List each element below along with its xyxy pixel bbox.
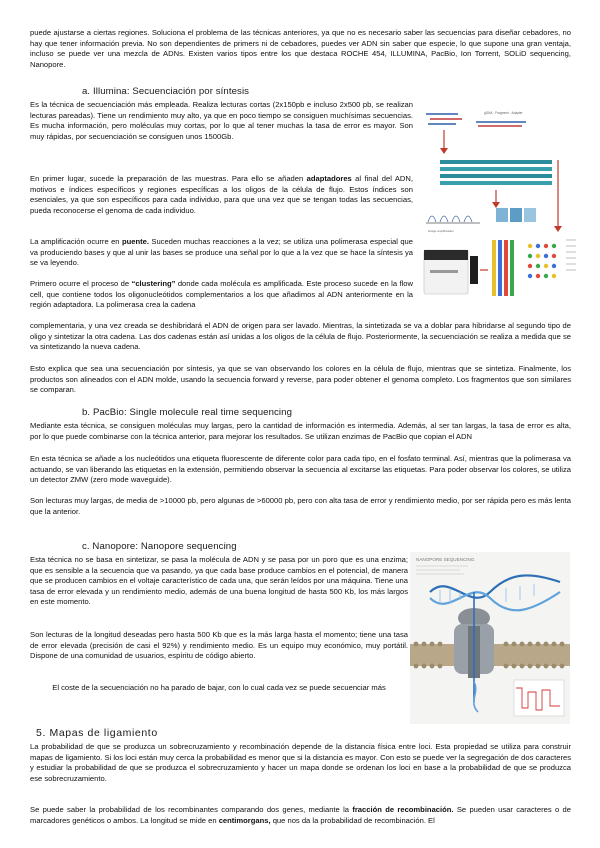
illumina-paragraph-4: Primero ocurre el proceso de “clustering” donde cada molécula es amplificada. Este proceso sucede en la flow cell, que contiene todos los oligonucleótidos complementarios a los que añadimos al ADN anteriormente en la región adaptadora. La polimerasa crea la cadena: [30, 279, 413, 310]
section-5-heading: 5. Mapas de ligamiento: [36, 727, 158, 739]
section-5-paragraph-1: La probabilidad de que se produzca un sobrecruzamiento y recombinación depende de la distancia física entre loci. Esta propiedad se utiliza para construir mapas de ligamiento. Si los loci están muy cerca la probabilidad es menor que si la distancia es mayor. Con esto se puede ver la segregación de dos caracteres y estudiar la probabilidad de que se produzca el sobrecruzamiento y hacer un mapa donde se ordenan los loci en base a la probabilidad de que se produzca ese sobrecruzamiento.: [30, 742, 571, 783]
nanopore-figure-title: NANOPORE SEQUENCING: [416, 557, 475, 562]
svg-text:bridge amplification: bridge amplification: [428, 229, 454, 233]
bold-term-puente: puente.: [121, 237, 149, 246]
section-5-paragraph-2: Se puede saber la probabilidad de los recombinantes comparando dos genes, mediante la fracción de recombinación. Se pueden usar caracteres o de marcadores genéticos o ambos. La longitud se mide en centimorgans, que nos da la probabilidad de recombinación. El: [30, 805, 572, 825]
illumina-paragraph-2: En primer lugar, sucede la preparación de las muestras. Para ello se añaden adaptadores al final del ADN, motivos e índices específicos y regiones específicas a los oligos de la célula de flujo. Estos índices son esenciales, ya que son específicos para cada individuo, para que una vez que se tengan todas las secuencias, pueda reconocerse el genoma de cada individuo.: [30, 174, 414, 215]
nanopore-paragraph-2: Son lecturas de la longitud deseadas pero hasta 500 Kb que es la más larga hasta el momento; tiene una tasa de error elevada (precisión de casi el 92%) y rendimiento medio. Es un equipo muy económico, muy portátil. Dispone de una comunidad de usuarios, espíritu de código abierto.: [30, 630, 408, 661]
pacbio-paragraph-3: Son lecturas muy largas, de media de >10000 pb, pero algunas de >60000 pb, pero con alta tasa de error y rendimiento medio, por ser rápida pero es más lenta que la anterior.: [30, 496, 571, 516]
bold-term-clustering: “clustering”: [131, 279, 176, 288]
illumina-paragraph-1: Es la técnica de secuenciación más empleada. Realiza lecturas cortas (2x150pb e incluso 2x500 pb, se realizan lecturas pareadas). Tiene un rendimiento muy alto, ya que en poco tiempo se consiguen muchísimas secuencias. Es mucha información, pero moléculas muy cortas, por lo que al tener muchas la tasa de error es mayor. Son muy rápidas, por secuenciación se consiguen unos 1500Gb.: [30, 100, 413, 141]
bold-term-centimorgans: centimorgans,: [218, 815, 271, 825]
bold-term-adaptadores: adaptadores: [306, 174, 352, 183]
nanopore-paragraph-3: El coste de la secuenciación no ha parado de bajar, con lo cual cada vez se puede secuenciar más: [52, 683, 386, 692]
pacbio-paragraph-2: En esta técnica se añade a los nucleótidos una etiqueta fluorescente de diferente color para cada tipo, en el fosfato terminal. Así, mientras que la polimerasa va actuando, se van liberando las etiquetas en la extensión, permitiendo observar la secuencia al excitarse las etiquetas. Para poder observar los colores, se utiliza un detector ZMW (zero mode waveguide).: [30, 454, 571, 485]
nanopore-paragraph-1: Esta técnica no se basa en sintetizar, se pasa la molécula de ADN y se pasa por un poro que es una enzima; que es sensible a la secuencia que va pasando, ya que cada base produce cambios en el potencial, de manera que se producen cambios en el voltaje característico de cada una, que serán leídos por una máquina. Tiene una tasa de error elevada y un rendimiento medio, además de una buena longitud de hasta 500 Kb, los más largos en este momento.: [30, 555, 408, 607]
illumina-workflow-figure: [418, 100, 578, 312]
illumina-paragraph-4-cont: complementaria, y una vez creada se deshibridará el ADN de origen para ser lavado. Mientras, la sintetizada se va a doblar para hibridarse al segundo tipo de oligo y sintetizar la otra cadena. Las dos cadenas están así unidas a los oligos de la célula de flujo. Posteriormente, la secuenciación se realiza a medida que se va sintetizando la nueva cadena.: [30, 321, 571, 352]
intro-paragraph: puede ajustarse a ciertas regiones. Soluciona el problema de las técnicas anteriores, ya que no es necesario saber las secuencias para diseñar cebadores, no hay que tener información previa. No son dependientes de primers ni de cebadores, puedes ver ADN sin saber que especie, lo que supone una gran ventaja, incluso se puede ver una mezcla de ADNs. Existen varios tipos entre los que destaca ROCHE 454, ILLUMINA, PacBio, Ion Torrent, SOLiD sequencing, Nanopore.: [30, 28, 571, 69]
illumina-paragraph-3: La amplificación ocurre en puente. Suceden muchas reacciones a la vez; se utiliza una polimerasa especial que va produciendo bases y que al unir las bases se produce una señal por lo que a la vez que se hace la síntesis ya se va leyendo.: [30, 237, 413, 268]
nanopore-heading: c. Nanopore: Nanopore sequencing: [82, 541, 237, 552]
illumina-heading: a. Illumina: Secuenciación por síntesis: [82, 86, 250, 97]
nanopore-figure: [410, 552, 570, 724]
pacbio-paragraph-1: Mediante esta técnica, se consiguen moléculas muy largas, pero la cantidad de información es intermedia. Además, al ser tan largas, la tasa de error es alta, por lo que puede combinarse con la técnica anterior, para mejorar los resultados. Se utilizan enzimas de PacBio que copian el ADN: [30, 421, 571, 441]
illumina-paragraph-5: Esto explica que sea una secuenciación por síntesis, ya que se van observando los colores en la célula de flujo, mientras que se sintetiza. Finalmente, los productos son alineados con el ADN molde, usando la secuencia forward y reverse, para poder obtener el genoma completo. Los fragmentos que son similares se comparan.: [30, 364, 571, 395]
pacbio-heading: b. PacBio: Single molecule real time sequencing: [82, 407, 293, 418]
bold-term-fraccion-recombinacion: fracción de recombinación.: [352, 805, 454, 814]
svg-text:gDNA · Fragment · Adapter: gDNA · Fragment · Adapter: [484, 111, 523, 115]
